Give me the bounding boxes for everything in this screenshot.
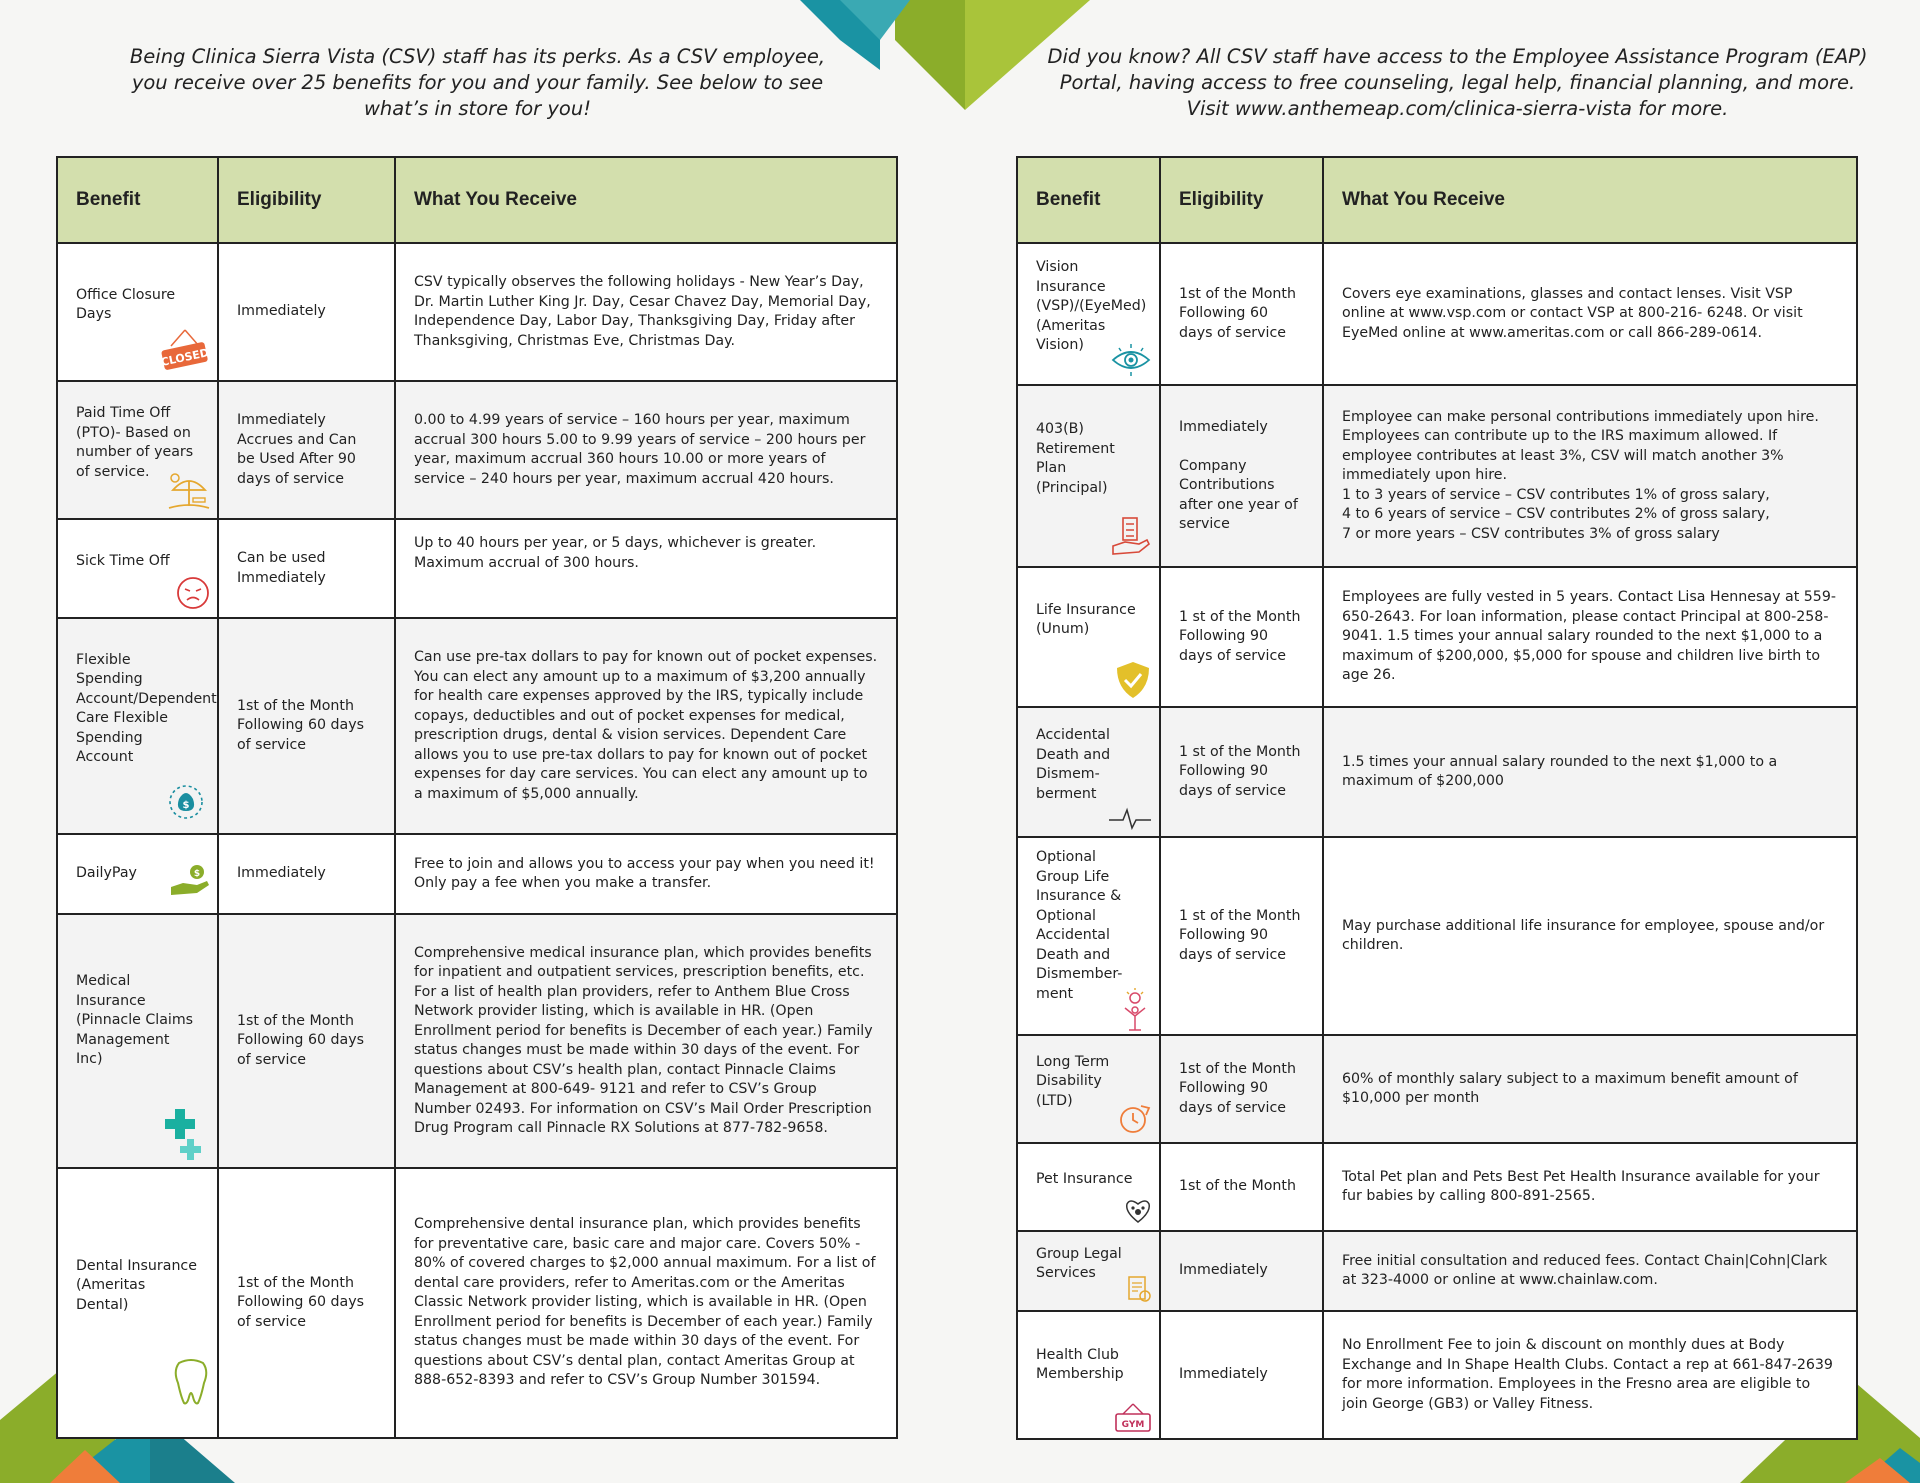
eligibility-cell: 1 st of the Month Following 90 days of service — [1160, 707, 1323, 837]
benefit-cell — [1017, 567, 1160, 707]
shield-check-icon — [1113, 660, 1153, 700]
benefit-cell — [1017, 1035, 1160, 1143]
benefit-name: Office Closure Days — [76, 286, 176, 322]
benefit-name: DailyPay — [76, 865, 137, 882]
benefit-name: Flexible Spending Account/Dependent Care Flexible Spending Account — [76, 651, 217, 765]
benefit-name: Sick Time Off — [76, 552, 170, 569]
receive-cell: Employees are fully vested in 5 years. Contact Lisa Hennesay at 559-650-2643. For loan information, please contact Principal at 800-258-9041. 1.5 times your annual salary rounded to the next $1,000 to a maximum of $200,000, $5,000 for spouse and children live birth to age 26. — [1323, 567, 1857, 707]
benefit-name: Dental Insurance (Ameritas Dental) — [76, 1257, 197, 1313]
receive-cell: Comprehensive medical insurance plan, which provides benefits for inpatient and outpatient services, prescription benefits, etc. For a list of health plan providers, refer to Anthem Blue Cross Network provider listing, which is available in HR. (Open Enrollment period for benefits is December of each year.) Family status changes must be made within 30 days of the event. For questions about CSV’s health plan, contact Pinnacle Claims Management at 800-649- 9121 and refer to CSV’s Group Number 02493. For information on CSV’s Mail Order Prescription Drug Program call Pinnacle RX Solutions at 877-782-9658. — [395, 914, 897, 1168]
benefit-name: Accidental Death and Dismem- berment — [1036, 727, 1111, 802]
receive-cell: 60% of monthly salary subject to a maximum benefit amount of $10,000 per month — [1323, 1035, 1857, 1143]
receive-cell: CSV typically observes the following holidays - New Year’s Day, Dr. Martin Luther King Jr. Day, Cesar Chavez Day, Memorial Day, Independence Day, Labor Day, Thanksgiving Day, Friday after Thanksgiving, Christmas Eve, Christmas Day. — [395, 243, 897, 381]
money-bag-icon — [161, 777, 211, 827]
header-what-you-receive: What You Receive — [1323, 157, 1857, 243]
receive-cell: No Enrollment Fee to join & discount on monthly dues at Body Exchange and In Shape Health Clubs. Contact a rep at 661-847-2639 for more information. Employees in the Fresno area are eligible to join George (GB3) or Valley Fitness. — [1323, 1311, 1857, 1439]
gym-sign-icon — [1113, 1402, 1153, 1434]
table-row — [1017, 1035, 1857, 1143]
eligibility-cell: Immediately — [1160, 1231, 1323, 1311]
benefit-name: Life Insurance (Unum) — [1036, 601, 1136, 637]
header-benefit: Benefit — [57, 157, 218, 243]
benefits-table-right — [1016, 156, 1858, 1440]
benefits-table-left — [56, 156, 898, 1439]
receive-cell: 1.5 times your annual salary rounded to the next $1,000 to a maximum of $200,000 — [1323, 707, 1857, 837]
table-header-row — [57, 157, 897, 243]
benefit-cell — [57, 834, 218, 914]
receive-cell: Employee can make personal contributions immediately upon hire. Employees can contribute up to the IRS maximum allowed. If employee contributes at least 3%, CSV will match another 3% immediately upon hire. 1 to 3 years of service – CSV contributes 1% of gross salary, 4 to 6 years of service – CSV contributes 2% of gross salary, 7 or more years – CSV contributes 3% of gross salary — [1323, 385, 1857, 567]
benefit-name: Medical Insurance (Pinnacle Claims Management Inc) — [76, 973, 194, 1068]
receive-cell: Up to 40 hours per year, or 5 days, whichever is greater. Maximum accrual of 300 hours. — [395, 519, 897, 618]
receive-cell: May purchase additional life insurance for employee, spouse and/or children. — [1323, 837, 1857, 1035]
eligibility-cell: Can be used Immediately — [218, 519, 395, 618]
eye-icon — [1109, 342, 1153, 378]
benefit-cell — [1017, 1143, 1160, 1231]
table-row — [1017, 243, 1857, 385]
paw-heart-icon — [1123, 1196, 1153, 1224]
gym-sign-text: GYM — [1121, 1420, 1145, 1430]
receive-cell: Free to join and allows you to access your pay when you need it! Only pay a fee when you make a transfer. — [395, 834, 897, 914]
receive-cell: Free initial consultation and reduced fees. Contact Chain|Cohn|Clark at 323-4000 or online at www.chainlaw.com. — [1323, 1231, 1857, 1311]
table-row — [57, 834, 897, 914]
intro-left-text: Being Clinica Sierra Vista (CSV) staff has its perks. As a CSV employee, you receive over 25 benefits for you and your family. See below to see what’s in store for you! — [129, 45, 826, 120]
closed-sign-text: CLOSED — [159, 346, 211, 369]
eligibility-cell: 1st of the Month Following 60 days of service — [218, 618, 395, 834]
benefit-name: Optional Group Life Insurance & Optional Accidental Death and Dismember- ment — [1036, 849, 1123, 1002]
receive-cell: Can use pre-tax dollars to pay for known out of pocket expenses. You can elect any amount up to a maximum of $3,200 annually for health care expenses approved by the IRS, typically include copays, deductibles and out of pocket expenses for medical, prescription drugs, dental & vision services. Dependent Care allows you to use pre-tax dollars to pay for known out of pocket expenses for day care services. You can elect any amount up to a maximum of $5,000 annually. — [395, 618, 897, 834]
eligibility-cell: 1st of the Month Following 60 days of service — [218, 1168, 395, 1438]
table-row — [1017, 1311, 1857, 1439]
receive-cell: Comprehensive dental insurance plan, which provides benefits for preventative care, basic care and major care. Covers 50% - 80% of covered charges to $2,000 annual maximum. For a list of dental care providers, refer to Ameritas.com or the Ameritas Classic Network provider listing, which is available in HR. (Open Enrollment period for benefits is December of each year.) Family status changes must be made within 30 days of the event. For questions about CSV’s dental plan, contact Ameritas Group at 888-652-8393 and refer to CSV’s Group Number 301594. — [395, 1168, 897, 1438]
coin-hand-icon — [1109, 516, 1153, 560]
eligibility-cell: 1st of the Month — [1160, 1143, 1323, 1231]
header-benefit: Benefit — [1017, 157, 1160, 243]
table-row — [57, 618, 897, 834]
benefit-cell — [1017, 243, 1160, 385]
eligibility-cell: 1st of the Month Following 90 days of service — [1160, 1035, 1323, 1143]
table-row — [1017, 707, 1857, 837]
sick-face-icon — [175, 575, 211, 611]
header-eligibility: Eligibility — [1160, 157, 1323, 243]
eligibility-cell: 1st of the Month Following 60 days of service — [218, 914, 395, 1168]
eligibility-cell: 1st of the Month Following 60 days of service — [1160, 243, 1323, 385]
svg-text:$: $ — [193, 869, 201, 879]
benefit-cell — [57, 243, 218, 381]
benefit-cell — [57, 519, 218, 618]
header-eligibility: Eligibility — [218, 157, 395, 243]
receive-cell: Total Pet plan and Pets Best Pet Health Insurance available for your fur babies by calling 800-891-2565. — [1323, 1143, 1857, 1231]
table-row — [1017, 567, 1857, 707]
table-row — [1017, 1143, 1857, 1231]
clock-arrow-icon — [1117, 1102, 1153, 1136]
benefit-cell — [57, 1168, 218, 1438]
beach-umbrella-icon — [167, 472, 211, 512]
heartbeat-line-icon — [1107, 806, 1153, 830]
eligibility-cell: Immediately Accrues and Can be Used After 90 days of service — [218, 381, 395, 519]
benefit-name: Long Term Disability (LTD) — [1036, 1053, 1110, 1109]
person-idea-icon — [1117, 988, 1153, 1032]
benefit-cell — [1017, 1231, 1160, 1311]
benefit-cell — [57, 381, 218, 519]
table-row — [1017, 837, 1857, 1035]
eligibility-cell: Immediately — [218, 834, 395, 914]
benefit-cell — [57, 914, 218, 1168]
receive-cell: 0.00 to 4.99 years of service – 160 hours per year, maximum accrual 300 hours 5.00 to 9.99 years of service – 200 hours per year, maximum accrual 360 hours 10.00 or more years of service – 240 hours per year, maximum accrual 420 hours. — [395, 381, 897, 519]
closed-sign-icon — [159, 328, 211, 374]
benefit-cell — [57, 618, 218, 834]
table-row — [57, 914, 897, 1168]
benefit-cell — [1017, 707, 1160, 837]
intro-right-text: Did you know? All CSV staff have access to the Employee Assistance Program (EAP) Portal, having access to free counseling, legal help, financial planning, and more. Visit www.anthemeap.com/clinica-sierra-vista for more. — [1047, 45, 1868, 120]
table-row — [57, 243, 897, 381]
tooth-icon — [171, 1357, 211, 1407]
eligibility-cell: Immediately — [218, 243, 395, 381]
benefit-name: Group Legal Services — [1036, 1245, 1122, 1281]
svg-text:$: $ — [182, 800, 190, 811]
eligibility-cell: Immediately — [1160, 1311, 1323, 1439]
legal-document-icon — [1123, 1274, 1153, 1304]
benefit-name: Health Club Membership — [1036, 1346, 1124, 1382]
benefit-cell — [1017, 1311, 1160, 1439]
benefit-cell — [1017, 837, 1160, 1035]
eligibility-cell: 1 st of the Month Following 90 days of service — [1160, 837, 1323, 1035]
table-row — [1017, 385, 1857, 567]
benefit-name: Paid Time Off (PTO)- Based on number of years of service. — [76, 405, 194, 480]
table-row — [1017, 1231, 1857, 1311]
benefit-cell — [1017, 385, 1160, 567]
eligibility-cell: Immediately Company Contributions after one year of service — [1160, 385, 1323, 567]
benefit-name: 403(B) Retirement Plan (Principal) — [1036, 421, 1115, 496]
table-row — [57, 381, 897, 519]
header-what-you-receive: What You Receive — [395, 157, 897, 243]
medical-cross-icon — [163, 1107, 211, 1161]
table-header-row — [1017, 157, 1857, 243]
benefit-name: Pet Insurance — [1036, 1171, 1133, 1188]
benefit-name: Vision Insurance (VSP)/(EyeMed) (Ameritas Vision) — [1036, 259, 1147, 354]
table-row — [57, 519, 897, 618]
table-row — [57, 1168, 897, 1438]
receive-cell: Covers eye examinations, glasses and contact lenses. Visit VSP online at www.vsp.com or contact VSP at 800-216- 6248. Or visit EyeMed online at www.ameritas.com or call 866-289-0614. — [1323, 243, 1857, 385]
eligibility-cell: 1 st of the Month Following 90 days of service — [1160, 567, 1323, 707]
hand-coin-icon — [169, 863, 211, 899]
